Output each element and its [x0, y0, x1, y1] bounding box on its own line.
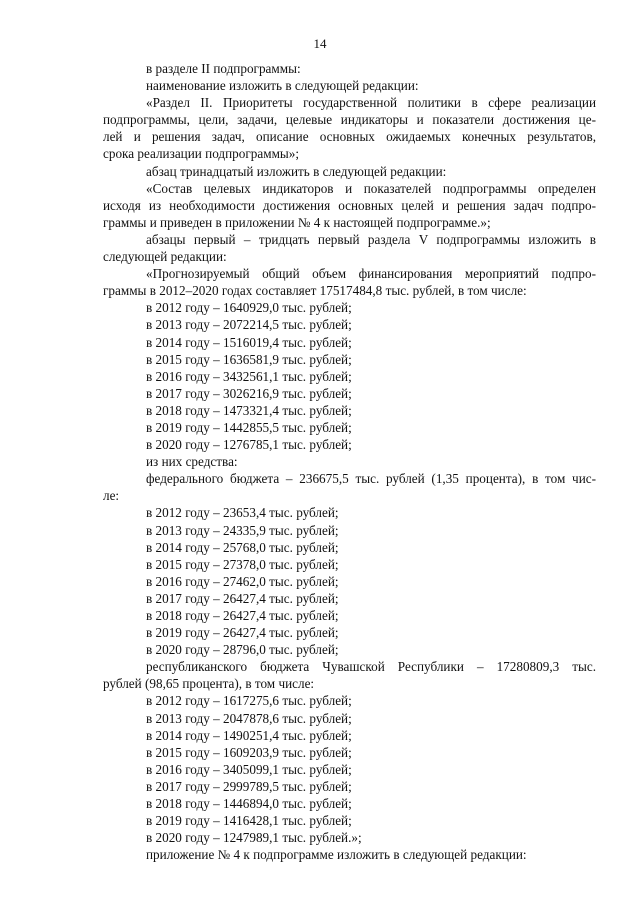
text-line: в 2016 году – 3405099,1 тыс. рублей;	[146, 761, 352, 777]
document-body	[103, 60, 596, 863]
text-line: в 2016 году – 27462,0 тыс. рублей;	[146, 573, 339, 589]
text-line: федерального бюджета – 236675,5 тыс. рублей (1,35 процента), в том чис-	[146, 471, 596, 487]
text-line: в 2014 году – 25768,0 тыс. рублей;	[146, 539, 339, 555]
text-line: в разделе II подпрограммы:	[146, 61, 301, 76]
text-line: в 2014 году – 1490251,4 тыс. рублей;	[146, 727, 352, 743]
text-line: «Раздел II. Приоритеты государственной политики в сфере реализации	[146, 95, 596, 111]
text-line: в 2012 году – 1617275,6 тыс. рублей;	[146, 693, 352, 709]
text-line: в 2020 году – 1247989,1 тыс. рублей.»;	[146, 830, 362, 846]
text-line: абзац тринадцатый изложить в следующей редакции:	[146, 163, 447, 179]
text-line: «Прогнозируемый общий объем финансирования мероприятий подпро-	[146, 266, 596, 282]
text-line: в 2020 году – 1276785,1 тыс. рублей;	[146, 437, 352, 453]
text-line: в 2014 году – 1516019,4 тыс. рублей;	[146, 334, 352, 350]
text-line: «Состав целевых индикаторов и показателей подпрограммы определен	[146, 180, 596, 196]
text-line: рублей (98,65 процента), в том числе:	[103, 676, 315, 692]
text-line: в 2015 году – 1609203,9 тыс. рублей;	[146, 744, 352, 760]
text-line: в 2016 году – 3432561,1 тыс. рублей;	[146, 368, 352, 384]
text-line: в 2012 году – 1640929,0 тыс. рублей;	[146, 300, 352, 316]
text-line: в 2013 году – 2072214,5 тыс. рублей;	[146, 317, 352, 333]
text-line: лей и решения задач, описание основных ожидаемых конечных результатов,	[103, 129, 596, 145]
text-line: из них средства:	[146, 454, 238, 470]
text-line: в 2017 году – 26427,4 тыс. рублей;	[146, 590, 339, 606]
text-line: в 2012 году – 23653,4 тыс. рублей;	[146, 505, 339, 521]
text-line: в 2018 году – 26427,4 тыс. рублей;	[146, 608, 339, 623]
text-line: приложение № 4 к подпрограмме изложить в следующей редакции:	[146, 847, 527, 863]
text-line: наименование изложить в следующей редакции:	[146, 78, 419, 94]
text-line: в 2018 году – 1473321,4 тыс. рублей;	[146, 402, 352, 418]
text-line: в 2019 году – 1442855,5 тыс. рублей;	[146, 419, 352, 435]
text-line: в 2019 году – 1416428,1 тыс. рублей;	[146, 813, 352, 829]
text-line: в 2018 году – 1446894,0 тыс. рублей;	[146, 796, 352, 812]
text-line: в 2020 году – 28796,0 тыс. рублей;	[146, 642, 339, 658]
text-line: в 2017 году – 2999789,5 тыс. рублей;	[146, 778, 352, 794]
text-line: республиканского бюджета Чувашской Республики – 17280809,3 тыс.	[146, 659, 596, 675]
text-line: исходя из необходимости достижения основных целей и решения задач подпро-	[103, 197, 596, 213]
text-line: в 2019 году – 26427,4 тыс. рублей;	[146, 625, 339, 641]
text-line: граммы в 2012–2020 годах составляет 17517484,8 тыс. рублей, в том числе:	[103, 283, 527, 299]
text-line: в 2013 году – 2047878,6 тыс. рублей;	[146, 710, 352, 726]
text-line: следующей редакции:	[103, 249, 227, 265]
text-line: в 2015 году – 1636581,9 тыс. рублей;	[146, 351, 352, 367]
text-line: срока реализации подпрограммы»;	[103, 146, 300, 162]
text-line: граммы и приведен в приложении № 4 к настоящей подпрограмме.»;	[103, 214, 491, 230]
text-line: в 2015 году – 27378,0 тыс. рублей;	[146, 556, 339, 572]
text-line: в 2017 году – 3026216,9 тыс. рублей;	[146, 385, 352, 401]
text-line: ле:	[103, 488, 120, 504]
page-number: 14	[313, 36, 327, 51]
text-line: подпрограммы, цели, задачи, целевые индикаторы и показатели достижения це-	[103, 112, 596, 128]
text-line: абзацы первый – тридцать первый раздела V подпрограммы изложить в	[146, 231, 596, 247]
text-line: в 2013 году – 24335,9 тыс. рублей;	[146, 522, 339, 538]
